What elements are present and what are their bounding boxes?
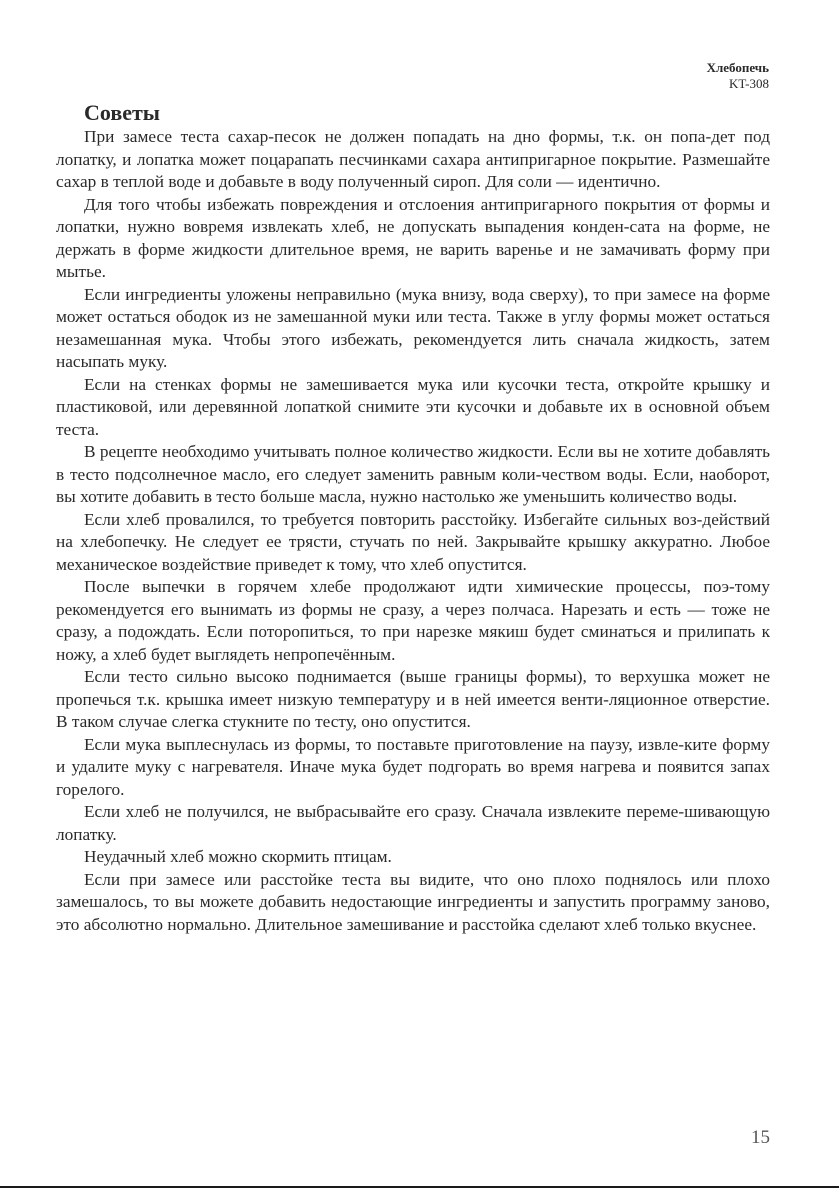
product-name: Хлебопечь [706, 60, 769, 75]
running-header [707, 60, 769, 92]
paragraph: Неудачный хлеб можно скормить птицам. [84, 847, 392, 866]
bottom-rule [0, 1186, 839, 1188]
paragraph: Если хлеб не получился, не выбрасывайте его сразу. Сначала извлеките переме-шивающую лопатку. [56, 802, 770, 844]
paragraph: Если хлеб провалился, то требуется повторить расстойку. Избегайте сильных воз-действий на хлебопечку. Не следует ее трясти, стучать по ней. Закрывайте крышку аккуратно. Любое механическое воздействие приведет к тому, что хлеб опустится. [56, 509, 770, 574]
paragraph: Если тесто сильно высоко поднимается (выше границы формы), то верхушка может не пропечься т.к. крышка имеет низкую температуру и в ней имеется венти-ляционное отверстие. В таком случае слегка стукните по тесту, оно опустится. [56, 667, 770, 731]
paragraph: Если при замесе или расстойке теста вы видите, что оно плохо поднялось или плохо замешалось, то вы можете добавить недостающие ингредиенты и запустить программу заново, это абсолютно нормально. Длительное замешивание и расстойка сделают хлеб только вкуснее. [56, 869, 770, 934]
paragraph: В рецепте необходимо учитывать полное количество жидкости. Если вы не хотите добавлять в тесто подсолнечное масло, его следует заменить равным коли-чеством воды. Если, наоборот, вы хотите добавить в тесто больше масла, нужно настолько же уменьшить количество воды. [56, 442, 770, 506]
section-title: Советы [84, 100, 160, 125]
paragraph: Если мука выплеснулась из формы, то поставьте приготовление на паузу, извле-ките форму и удалите муку с нагревателя. Иначе мука будет подгорать во время нагрева и появится запах горелого. [56, 734, 770, 799]
page-number: 15 [751, 1127, 770, 1148]
paragraph: Если ингредиенты уложены неправильно (мука внизу, вода сверху), то при замесе на форме может остаться ободок из не замешанной муки или теста. Также в углу формы может остаться незамешанная мука. Чтобы этого избежать, рекомендуется лить сначала жидкость, затем насыпать муку. [56, 284, 770, 371]
model-number: KT-308 [729, 76, 769, 91]
tips-text [56, 126, 770, 936]
paragraph: После выпечки в горячем хлебе продолжают идти химические процессы, поэ-тому рекомендуется его вынимать из формы не сразу, а через полчаса. Нарезать и есть — тоже не сразу, а подождать. Если поторопиться, то при нарезке мякиш будет сминаться и прилипать к ножу, а хлеб будет выглядеть непропечённым. [56, 577, 770, 664]
paragraph: При замесе теста сахар-песок не должен попадать на дно формы, т.к. он попа-дет под лопатку, и лопатка может поцарапать песчинками сахара антипригарное покрытие. Размешайте сахар в теплой воде и добавьте в воду полученный сироп. Для соли — идентично. [56, 127, 770, 191]
paragraph: Если на стенках формы не замешивается мука или кусочки теста, откройте крышку и пластиковой, или деревянной лопаткой снимите эти кусочки и добавьте их в основной объем теста. [56, 374, 770, 439]
paragraph: Для того чтобы избежать повреждения и отслоения антипригарного покрытия от формы и лопатки, нужно вовремя извлекать хлеб, не допускать выпадения конден-сата на форме, не держать в форме жидкости длительное время, не варить варенье и не замачивать форму при мытье. [56, 194, 770, 281]
